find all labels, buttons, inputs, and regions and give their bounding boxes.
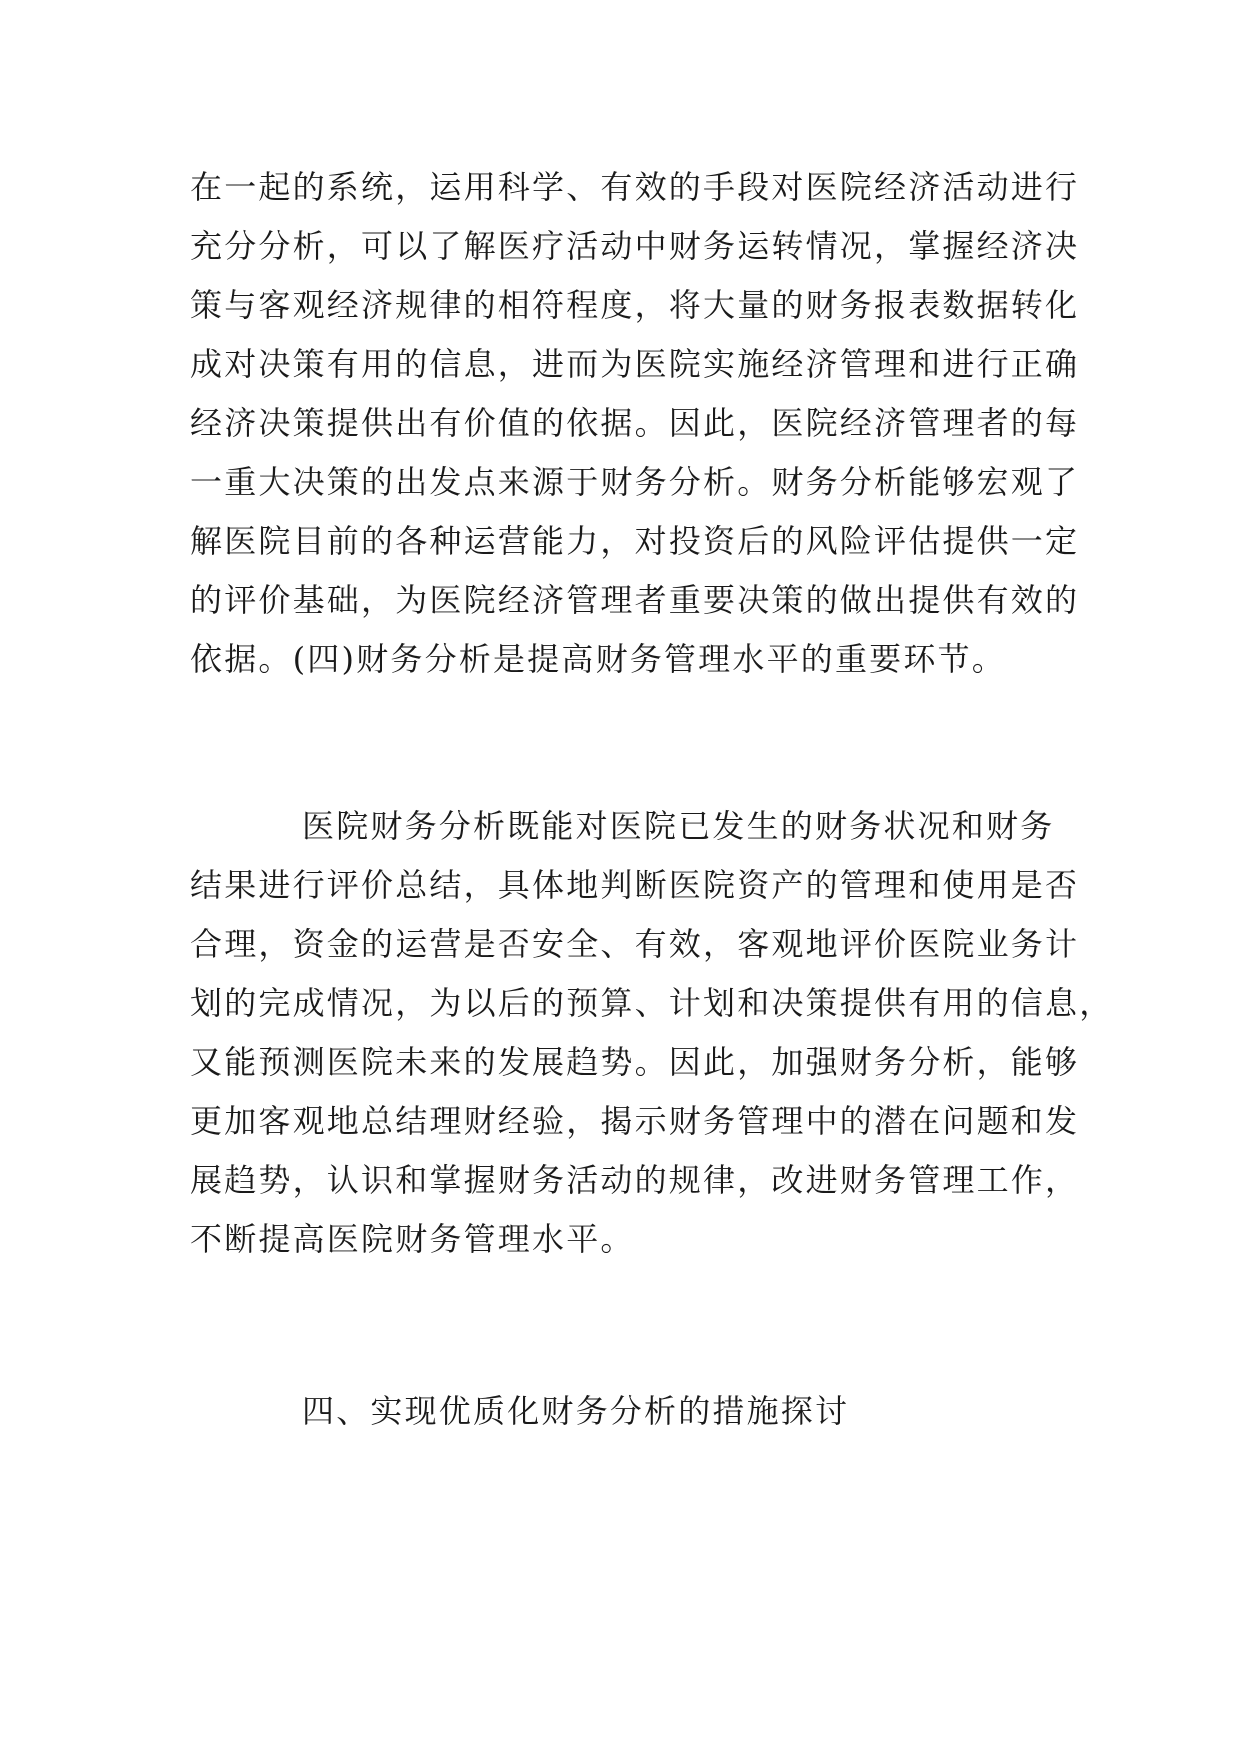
text-line: 不断提高医院财务管理水平。 xyxy=(190,1220,635,1258)
text-line: 展趋势，认识和掌握财务活动的规律，改进财务管理工作， xyxy=(190,1161,1080,1199)
text-line: 医院财务分析既能对医院已发生的财务状况和财务 xyxy=(302,807,1055,845)
text-line: 依据。(四)财务分析是提高财务管理水平的重要环节。 xyxy=(190,640,1006,678)
text-line: 成对决策有用的信息，进而为医院实施经济管理和进行正确 xyxy=(190,345,1080,383)
text-line: 划的完成情况，为以后的预算、计划和决策提供有用的信息， xyxy=(190,984,1114,1022)
paragraph-management-level xyxy=(190,797,1114,1269)
text-line: 在一起的系统，运用科学、有效的手段对医院经济活动进行 xyxy=(190,168,1080,206)
text-line: 又能预测医院未来的发展趋势。因此，加强财务分析，能够 xyxy=(190,1043,1080,1081)
text-line: 的评价基础，为医院经济管理者重要决策的做出提供有效的 xyxy=(190,581,1080,619)
text-line: 充分分析，可以了解医疗活动中财务运转情况，掌握经济决 xyxy=(190,227,1080,265)
paragraph-financial-analysis-role xyxy=(190,158,1080,689)
text-line: 策与客观经济规律的相符程度，将大量的财务报表数据转化 xyxy=(190,286,1080,324)
text-line: 一重大决策的出发点来源于财务分析。财务分析能够宏观了 xyxy=(190,463,1080,501)
text-line: 经济决策提供出有价值的依据。因此，医院经济管理者的每 xyxy=(190,404,1080,442)
text-line: 结果进行评价总结，具体地判断医院资产的管理和使用是否 xyxy=(190,866,1080,904)
text-line: 解医院目前的各种运营能力，对投资后的风险评估提供一定 xyxy=(190,522,1080,560)
section-heading: 四、实现优质化财务分析的措施探讨 xyxy=(302,1392,850,1430)
text-line: 合理，资金的运营是否安全、有效，客观地评价医院业务计 xyxy=(190,925,1080,963)
text-line: 更加客观地总结理财经验，揭示财务管理中的潜在问题和发 xyxy=(190,1102,1080,1140)
